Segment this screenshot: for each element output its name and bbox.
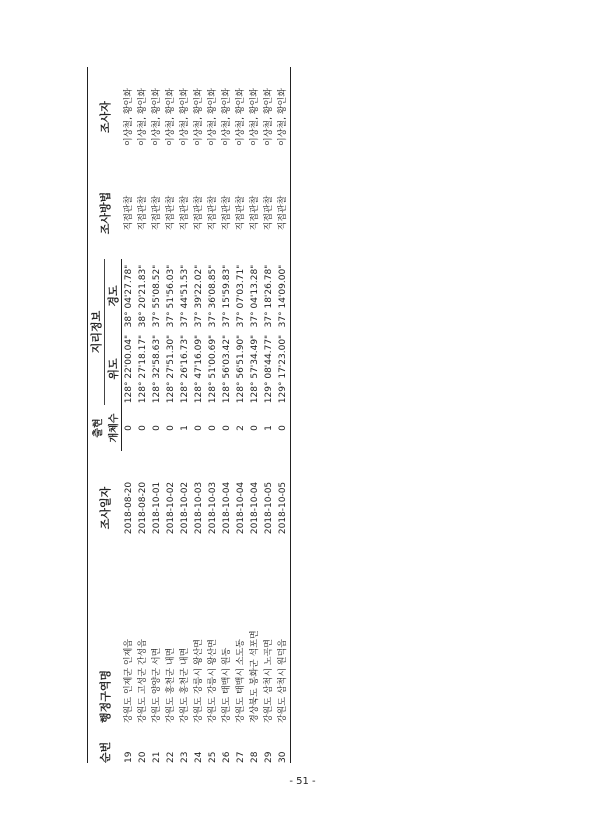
cell-surveyor: 이상철, 황인화 (208, 88, 218, 146)
cell-no: 21 (152, 751, 162, 763)
cell-region: 강원도 홍천군 내면 (166, 647, 176, 723)
cell-method: 직접관찰 (250, 195, 260, 231)
cell-method: 직접관찰 (152, 195, 162, 231)
table-row (234, 67, 248, 763)
cell-no: 25 (208, 751, 218, 763)
cell-count: 0 (276, 405, 291, 451)
cell-lat: 128° 57'34.49" (250, 334, 260, 404)
cell-lon: 37° 51'56.03" (166, 264, 176, 328)
cell-lat: 128° 27'51.30" (166, 334, 176, 404)
cell-region: 강원도 홍천군 내면 (180, 647, 190, 723)
cell-lat: 128° 56'03.42" (222, 334, 232, 404)
cell-date: 2018-10-04 (250, 481, 260, 535)
cell-no: 24 (194, 751, 204, 763)
cell-lon: 37° 15'59.83" (222, 264, 232, 328)
table-body (122, 67, 291, 763)
cell-count: 0 (152, 425, 162, 431)
table-row (262, 67, 276, 763)
cell-surveyor: 이상철, 황인화 (180, 88, 190, 146)
table-row (248, 67, 262, 763)
cell-lon: 37° 04'13.28" (250, 264, 260, 328)
cell-method: 직접관찰 (264, 195, 274, 231)
cell-lat: 128° 27'18.17" (138, 334, 148, 404)
cell-method: 직접관찰 (138, 195, 148, 231)
cell-lon: 37° 44'51.53" (180, 264, 190, 328)
cell-no: 27 (236, 751, 246, 763)
cell-method: 직접관찰 (208, 195, 218, 231)
cell-no: 30 (276, 723, 291, 763)
cell-surveyor: 이상철, 황인화 (123, 88, 134, 146)
header-lon: 경도 (105, 259, 122, 333)
cell-date: 2018-10-02 (166, 481, 176, 535)
cell-surveyor: 이상철, 황인화 (138, 88, 148, 146)
cell-method: 직접관찰 (276, 167, 291, 259)
cell-lon: 37° 07'03.71" (236, 264, 246, 328)
cell-count: 0 (250, 425, 260, 431)
cell-no: 23 (180, 751, 190, 763)
table-row (178, 67, 192, 763)
cell-lat: 128° 26'16.73" (180, 334, 190, 404)
cell-method: 직접관찰 (194, 195, 204, 231)
cell-surveyor: 이상철, 황인화 (250, 88, 260, 146)
cell-region: 강원도 삼척시 노곡면 (264, 639, 274, 723)
cell-method: 직접관찰 (123, 195, 134, 231)
header-lat: 위도 (105, 333, 122, 405)
cell-count: 0 (194, 425, 204, 431)
table-row (220, 67, 234, 763)
header-method: 조사방법 (98, 191, 112, 235)
table-row (276, 67, 291, 763)
cell-region: 강원도 삼척시 원덕읍 (276, 565, 291, 723)
cell-count: 0 (138, 425, 148, 431)
cell-count: 0 (222, 425, 232, 431)
table-row (150, 67, 164, 763)
cell-date: 2018-10-04 (222, 481, 232, 535)
cell-lat: 128° 32'58.63" (152, 334, 162, 404)
cell-date: 2018-10-02 (180, 481, 190, 535)
cell-date: 2018-08-20 (123, 481, 134, 535)
cell-lon: 37° 55'08.52" (152, 264, 162, 328)
cell-lat: 128° 56'51.90" (236, 334, 246, 404)
cell-lon: 38° 20'21.83" (138, 264, 148, 328)
cell-method: 직접관찰 (222, 195, 232, 231)
header-surveyor: 조사자 (98, 101, 112, 133)
cell-no: 20 (138, 751, 148, 763)
cell-lon: 38° 04'27.78" (124, 264, 134, 328)
cell-region: 경상북도 봉화군 석포면 (250, 630, 260, 723)
cell-surveyor: 이상철, 황인화 (166, 88, 176, 146)
cell-method: 직접관찰 (236, 195, 246, 231)
cell-date: 2018-08-20 (138, 481, 148, 535)
cell-method: 직접관찰 (180, 195, 190, 231)
cell-surveyor: 이상철, 황인화 (194, 88, 204, 146)
cell-count: 0 (124, 425, 134, 431)
cell-count: 1 (264, 425, 274, 431)
cell-count: 0 (208, 425, 218, 431)
cell-region: 강원도 고성군 간성읍 (138, 639, 148, 723)
cell-surveyor: 이상철, 황인화 (236, 88, 246, 146)
cell-region: 강원도 강릉시 왕산면 (208, 639, 218, 723)
cell-surveyor: 이상철, 황인화 (264, 88, 274, 146)
page-number: - 51 - (289, 776, 316, 787)
cell-date: 2018-10-04 (236, 481, 246, 535)
cell-surveyor: 이상철, 황인화 (152, 88, 162, 146)
cell-lat: 129° 17'23.00" (276, 333, 291, 405)
cell-date: 2018-10-03 (208, 481, 218, 535)
cell-date: 2018-10-03 (194, 481, 204, 535)
cell-lat: 128° 22'00.04" (124, 334, 134, 404)
header-geo: 지리정보 (88, 259, 105, 405)
table-row (164, 67, 178, 763)
cell-lon: 37° 36'08.85" (208, 264, 218, 328)
cell-no: 26 (222, 751, 232, 763)
cell-date: 2018-10-01 (152, 481, 162, 535)
cell-no: 29 (264, 751, 274, 763)
cell-count: 1 (180, 425, 190, 431)
cell-region: 강원도 강릉시 왕산면 (194, 639, 204, 723)
rotated-survey-table-container (87, 67, 333, 763)
cell-region: 강원도 태백시 소도동 (236, 639, 246, 723)
cell-lon: 37° 18'26.78" (264, 264, 274, 328)
table-row (206, 67, 220, 763)
cell-count: 0 (166, 425, 176, 431)
cell-date: 2018-10-05 (264, 481, 274, 535)
cell-no: 22 (166, 751, 176, 763)
cell-count: 2 (236, 425, 246, 431)
cell-region: 강원도 인제군 인제읍 (123, 639, 134, 723)
survey-table (87, 67, 291, 763)
cell-no: 28 (250, 751, 260, 763)
table-row (122, 67, 137, 763)
table-row (136, 67, 150, 763)
header-count-bottom: 개체수 (105, 405, 122, 451)
cell-method: 직접관찰 (166, 195, 176, 231)
cell-surveyor: 이상철, 황인화 (222, 88, 232, 146)
header-no: 순번 (98, 741, 112, 763)
header-count-top: 출현 (92, 418, 104, 438)
cell-lat: 128° 51'00.69" (208, 334, 218, 404)
cell-lat: 128° 47'16.09" (194, 334, 204, 404)
cell-region: 강원도 양양군 서면 (152, 647, 162, 723)
header-date: 조사일자 (98, 486, 112, 530)
cell-surveyor: 이상철, 황인화 (276, 67, 291, 167)
cell-date: 2018-10-05 (276, 451, 291, 565)
cell-lat: 129° 08'44.77" (264, 334, 274, 404)
cell-lon: 37° 39'22.02" (194, 264, 204, 328)
cell-lon: 37° 14'09.00" (276, 259, 291, 333)
cell-region: 강원도 태백시 원동 (222, 647, 232, 723)
header-region: 행정구역명 (98, 669, 112, 723)
cell-no: 19 (123, 751, 134, 763)
table-row (192, 67, 206, 763)
